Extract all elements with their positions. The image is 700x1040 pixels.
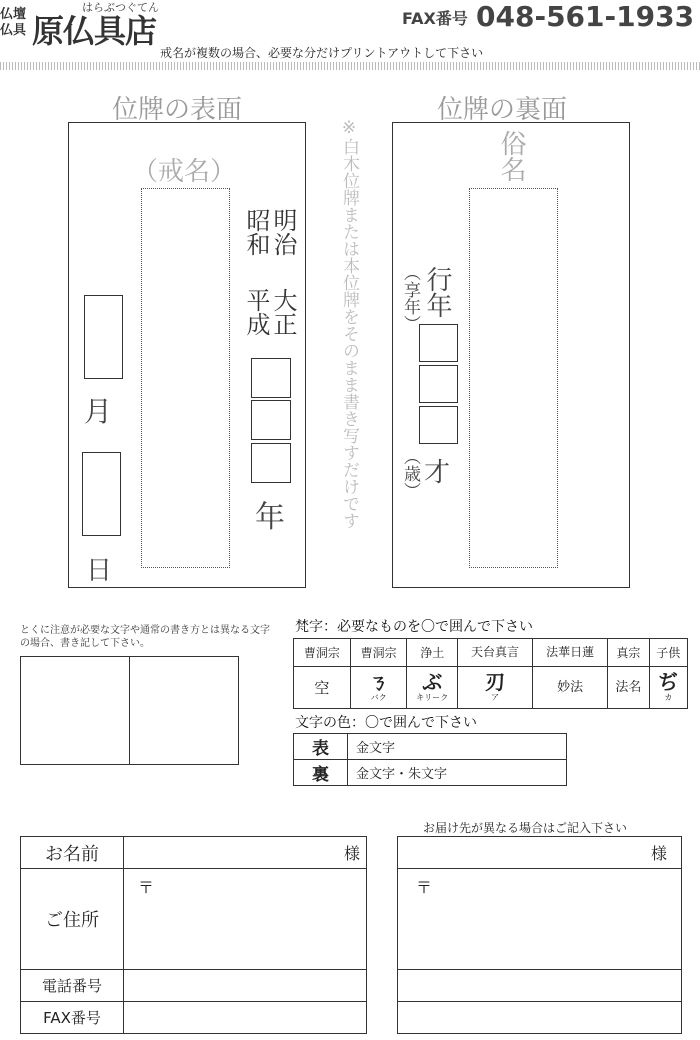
bonji-cell-3[interactable] [458,667,533,709]
color-back-label: 裏 [294,760,348,786]
kounen-label: （享年） [400,264,420,332]
bonji-cell-6[interactable] [649,667,687,709]
bonji-char-a: 刃 [485,670,506,694]
bonji-table [293,638,688,709]
back-title: 位牌の裏面 [437,95,568,125]
kaimyo-label: （戒名） [132,157,237,187]
year-digit-box-3[interactable] [251,443,291,483]
year-digit-box-1[interactable] [251,358,291,398]
bonji-cell-2[interactable] [407,667,458,709]
era-taisho: 大正 [269,288,297,336]
bonji-cell-1[interactable] [350,667,407,709]
special-char-note: とくに注意が必要な文字や通常の書き方とは異なる文字の場合、書き記して下さい。 [20,625,270,649]
kaimyo-field[interactable] [141,188,230,568]
customer-form [20,836,367,1034]
special-char-box-left[interactable] [20,656,130,765]
bonji-char-houmyou: 法名 [615,679,642,695]
color-back-option[interactable]: 金文字・朱文字 [348,760,567,786]
zokumyo-label: 俗名 [496,130,526,182]
bonji-cell-5[interactable] [608,667,649,709]
color-front-label: 表 [294,734,348,760]
fax-field[interactable] [124,1002,367,1034]
bonji-header-1: 曹洞宗 [350,639,407,667]
address-field[interactable] [124,869,367,970]
bonji-header-5: 真宗 [608,639,649,667]
address-label: ご住所 [21,869,124,970]
print-note: 戒名が複数の場合、必要な分だけプリントアウトして下さい [160,46,484,60]
era-heisei: 平成 [242,288,270,336]
side-note: ※白木位牌または本位牌をそのまま書き写すだけです [339,118,359,529]
shop-small-bottom: 仏具 [0,23,27,38]
bonji-header-2: 浄土 [407,639,458,667]
shop-name: 原仏具店 [32,12,157,50]
sai-paren-label: （歳） [400,448,420,499]
delivery-name-field[interactable] [398,837,682,869]
month-label: 月 [84,395,113,428]
shop-small-top: 仏壇 [0,7,27,22]
sama-label: 様 [343,844,360,863]
bonji-char-ka: ぢ [658,670,679,694]
bonji-cell-4[interactable] [533,667,608,709]
day-label: 日 [86,556,113,586]
bonji-caption-3: ア [491,693,500,702]
bonji-caption-1: バク [370,693,387,702]
bonji-header-3: 天台真言 [458,639,533,667]
sai-label: 才 [424,458,451,488]
bonji-caption-2: キリーク [416,693,449,702]
era-showa: 昭和 [242,208,270,256]
phone-label: 電話番号 [21,970,124,1002]
era-meiji: 明治 [269,208,297,256]
age-digit-box-2[interactable] [419,365,458,403]
bonji-title: 梵字：必要なものを〇で囲んで下さい [295,619,533,635]
phone-field[interactable] [124,970,367,1002]
name-field[interactable] [124,837,367,869]
day-box[interactable] [82,452,121,536]
year-label: 年 [255,500,285,535]
zokumyo-field[interactable] [469,188,558,568]
bonji-char-0: 空 [314,679,330,697]
gyounen-label: 行年 [422,266,452,318]
name-label: お名前 [21,837,124,869]
postal-mark: 〒 [138,878,155,897]
delivery-address-field[interactable] [398,869,682,970]
bonji-cell-0[interactable] [294,667,351,709]
month-box[interactable] [84,295,123,379]
bonji-header-4: 法華日蓮 [533,639,608,667]
front-title: 位牌の表面 [112,95,243,125]
header-divider [0,62,700,70]
color-table [293,733,567,786]
delivery-phone-field[interactable] [398,970,682,1002]
delivery-form [397,836,682,1034]
bonji-header-0: 曹洞宗 [294,639,351,667]
year-digit-box-2[interactable] [251,400,291,440]
fax-field-label: FAX番号 [21,1002,124,1034]
age-digit-box-1[interactable] [419,324,458,362]
color-title: 文字の色：〇で囲んで下さい [295,715,477,731]
bonji-char-kiriku: ぶ [422,670,443,694]
delivery-fax-field[interactable] [398,1002,682,1034]
special-char-box-right[interactable] [129,656,239,765]
bonji-char-myouhou: 妙法 [557,679,584,695]
delivery-sama-label: 様 [650,844,667,863]
bonji-caption-6: カ [664,693,673,702]
shop-ruby: はらぶつぐてん [82,1,159,14]
delivery-postal-mark: 〒 [416,878,433,897]
bonji-header-6: 子供 [649,639,687,667]
color-front-option[interactable]: 金文字 [348,734,567,760]
fax-number: 048-561-1933 [476,0,695,33]
delivery-note: お届け先が異なる場合はご記入下さい [423,821,628,835]
bonji-char-baku: ㄋ [368,670,389,694]
fax-label: FAX番号 [402,9,468,28]
age-digit-box-3[interactable] [419,406,458,444]
